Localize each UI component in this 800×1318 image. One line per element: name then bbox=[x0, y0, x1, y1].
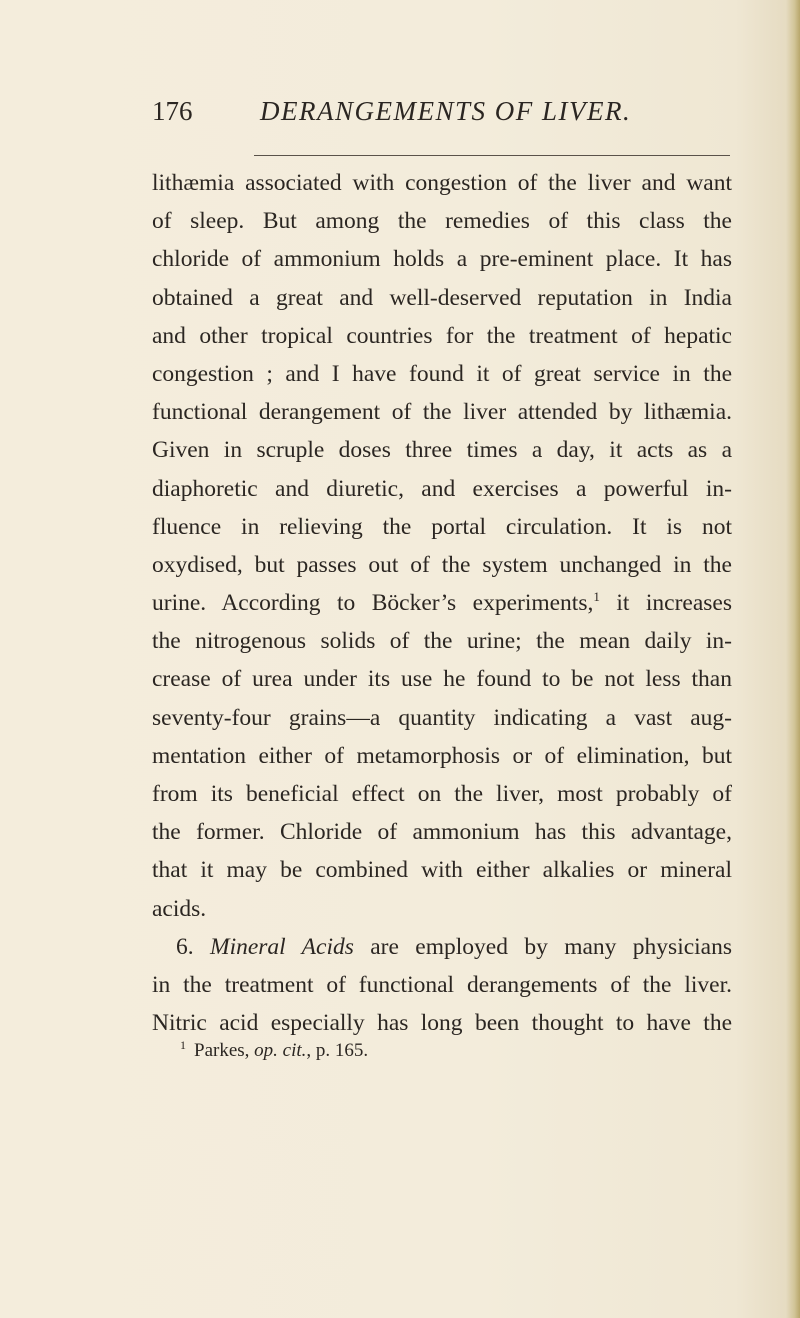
section-number: 6. bbox=[176, 933, 210, 960]
header-rule bbox=[254, 155, 730, 156]
text-line: in the treatment of functional derangements of the liver. bbox=[152, 971, 732, 998]
footnote-mark: 1 bbox=[180, 1038, 186, 1052]
text-line: of sleep. But among the remedies of this class the bbox=[152, 208, 732, 235]
text-line: obtained a great and well-deserved reputation in India bbox=[152, 284, 732, 311]
text-line: that it may be combined with either alkalies or mineral bbox=[152, 857, 732, 884]
text-line: lithæmia associated with congestion of the liver and want bbox=[152, 170, 732, 196]
footnote-reference[interactable]: 1 bbox=[593, 589, 600, 605]
text-line: crease of urea under its use he found to be not less than bbox=[152, 666, 732, 693]
text-line: fluence in relieving the portal circulation. It is not bbox=[152, 513, 732, 540]
text-line: acids. bbox=[152, 895, 207, 922]
text-line: oxydised, but passes out of the system unchanged in the bbox=[152, 551, 732, 578]
page-edge-shadow bbox=[786, 0, 800, 1318]
footnote bbox=[180, 1038, 368, 1062]
body-text bbox=[152, 164, 732, 1042]
page-number: 176 bbox=[152, 96, 193, 126]
section-heading-line bbox=[152, 928, 732, 966]
text-line: diaphoretic and diuretic, and exercises a powerful in- bbox=[152, 475, 732, 502]
text-line: Given in scruple doses three times a day, it acts as a bbox=[152, 437, 732, 464]
text-segment: urine. According to Böcker’s experiments, bbox=[152, 590, 594, 617]
section-title: Mineral Acids bbox=[210, 933, 354, 960]
text-line: seventy-four grains—a quantity indicating a vast aug- bbox=[152, 704, 732, 731]
text-line: the former. Chloride of ammonium has this advantage, bbox=[152, 819, 732, 846]
text-line: chloride of ammonium holds a pre-eminent place. It has bbox=[152, 246, 732, 273]
text-line: the nitrogenous solids of the urine; the mean daily in- bbox=[152, 628, 732, 655]
text-line: mentation either of metamorphosis or of elimination, but bbox=[152, 742, 732, 769]
running-title: DERANGEMENTS OF LIVER. bbox=[260, 96, 632, 126]
text-line: Nitric acid especially has long been thought to have the bbox=[152, 1010, 732, 1037]
text-line: from its beneficial effect on the liver, most probably of bbox=[152, 781, 732, 807]
footnote-citation: op. cit. bbox=[254, 1040, 307, 1061]
footnote-page: , p. 165. bbox=[306, 1040, 369, 1061]
text-line: and other tropical countries for the treatment of hepatic bbox=[152, 322, 732, 349]
text-line: functional derangement of the liver attended by lithæmia. bbox=[152, 399, 732, 426]
text-line: congestion ; and I have found it of great service in the bbox=[152, 360, 732, 387]
running-header bbox=[152, 96, 732, 140]
footnote-author: Parkes, bbox=[194, 1040, 255, 1061]
text-segment: it increases bbox=[599, 590, 732, 617]
text-line-with-footnote bbox=[152, 584, 732, 622]
text-segment: are employed by many physicians bbox=[353, 933, 733, 960]
